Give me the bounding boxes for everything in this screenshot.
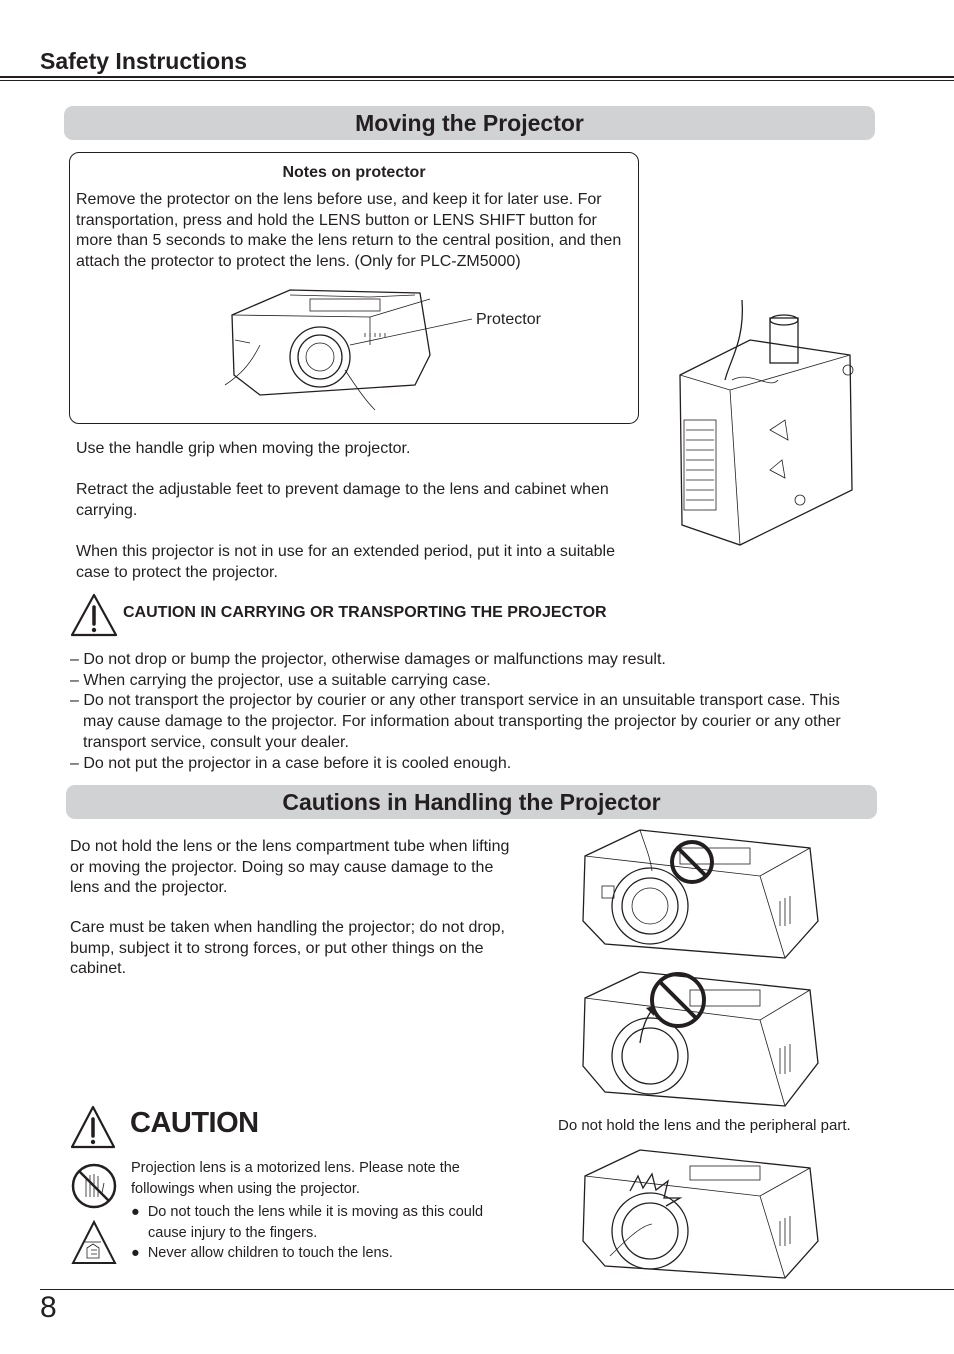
- lens-holding-prohibited-illustration-2: [580, 968, 825, 1108]
- notes-body: Remove the protector on the lens before use, and keep it for later use. For transportation, press and hold the LENS button or LENS SHIFT button for more than 5 seconds to make the lens return to the central position, and then attach the protector to protect the lens. (Only for PLC-ZM5000): [76, 191, 622, 271]
- handle-grip-illustration: [670, 300, 860, 550]
- notes-title: Notes on protector: [282, 164, 426, 181]
- moving-paragraph-1: Use the handle grip when moving the projector.: [76, 440, 411, 457]
- bullet-text: Never allow children to touch the lens.: [147, 1245, 393, 1261]
- lens-pinch-illustration: [580, 1146, 825, 1281]
- carry-caution-heading: CAUTION IN CARRYING OR TRANSPORTING THE PROJECTOR: [123, 604, 607, 621]
- caution-triangle-icon: [70, 1105, 116, 1149]
- list-item: ● Never allow children to touch the lens.: [131, 1245, 393, 1261]
- list-item: ● Do not touch the lens while it is moving as this could cause injury to the fingers.: [131, 1204, 484, 1241]
- list-item: – When carrying the projector, use a suitable carrying case.: [70, 671, 491, 689]
- list-item: – Do not transport the projector by courier or any other transport service in an unsuitable transport case. This may cause damage to the projector. For information about transporting the projector by courier or any other transport service, consult your dealer.: [70, 692, 841, 751]
- handling-paragraph-2: Care must be taken when handling the projector; do not drop, bump, subject it to strong forces, or put other things on the cabinet.: [70, 919, 505, 978]
- caution-intro: Projection lens is a motorized lens. Please note the followings when using the projector.: [131, 1160, 460, 1197]
- protector-illustration: [220, 285, 480, 420]
- caution-bullets: [131, 1202, 501, 1264]
- list-item: – Do not put the projector in a case before it is cooled enough.: [70, 754, 512, 772]
- finger-pinch-warning-icon: [71, 1220, 117, 1266]
- moving-paragraph-2: Retract the adjustable feet to prevent damage to the lens and cabinet when carrying.: [76, 481, 609, 519]
- bullet-text: Do not touch the lens while it is moving as this could cause injury to the fingers.: [147, 1204, 484, 1241]
- header-rule-thin: [0, 80, 954, 81]
- page-number: 8: [40, 1291, 57, 1324]
- section-heading-moving: Moving the Projector: [64, 106, 875, 140]
- lens-caption: Do not hold the lens and the peripheral part.: [558, 1117, 851, 1134]
- caution-title: CAUTION: [130, 1107, 259, 1139]
- footer-rule: [40, 1289, 954, 1290]
- moving-paragraph-3: When this projector is not in use for an extended period, put it into a suitable case to protect the projector.: [76, 543, 615, 581]
- list-item: – Do not drop or bump the projector, otherwise damages or malfunctions may result.: [70, 651, 666, 668]
- section-heading-handling: Cautions in Handling the Projector: [66, 785, 877, 819]
- warning-triangle-icon: [70, 593, 118, 637]
- lens-holding-prohibited-illustration-1: [580, 826, 825, 961]
- no-touch-hand-icon: [71, 1163, 117, 1209]
- handling-paragraph-1: Do not hold the lens or the lens compartment tube when lifting or moving the projector. Doing so may cause damage to the lens and the projector.: [70, 838, 510, 897]
- header-rule: [0, 76, 954, 78]
- protector-label: Protector: [476, 311, 541, 328]
- carry-caution-list: [70, 650, 850, 774]
- page-title: Safety Instructions: [40, 48, 248, 74]
